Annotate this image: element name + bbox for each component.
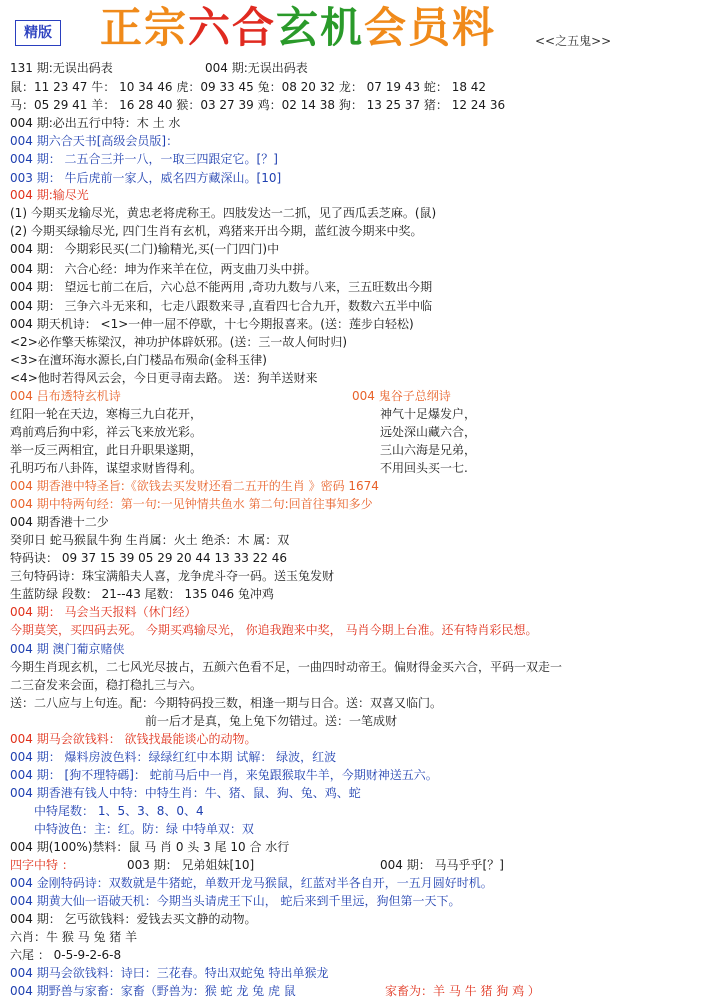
text-line: 中特波色：主：红。防：绿 中特单双：双 [34,822,254,836]
title-segment: 玄机 [276,3,365,52]
text-line: 004 期 澳门葡京赌侠 [10,642,125,656]
text-line: 004 期： 今期彩民买(二门)输精光,买(一门四门)中 [10,242,280,256]
text-line: 004 期:输尽光 [10,188,89,202]
text-line: 鼠：11 23 47 牛： 10 34 46 虎：09 33 45 兔：08 20 32 龙： 07 19 43 蛇： 18 42 [10,80,487,94]
text-line: 家畜为：羊 马 牛 猪 狗 鸡 ） [385,984,540,998]
text-line: 003 期： 兄弟姐妹[10] [127,858,255,872]
text-line: <2>必作擎天栋梁汉，神功护体辟妖邪。(送：三一故人何时归) [10,335,348,349]
text-line: 004 期六合天书[高级会员版]： [10,134,179,148]
text-line: 孔明巧布八卦阵，谋望求财皆得利。 [10,461,203,475]
text-line: 004 期:无误出码表 [205,61,308,75]
text-line: 004 期天机诗： <1>一伸一屈不停歇，十七今期报喜来。(送：莲步白轻松) [10,317,414,331]
text-line: 004 期： 乞丐欲钱料：爱钱去买文静的动物。 [10,912,257,926]
text-line: 004 吕布透特玄机诗 [10,389,121,403]
text-line: 六肖：牛 猴 马 兔 猪 羊 [10,930,138,944]
title-segment: 六合 [188,3,277,52]
text-line: 004 期中特两句经：第一句:一见钟情共鱼水 第二句:回首往事知多少 [10,497,373,511]
text-line: 四字中特 ： [10,858,74,872]
text-line: 二三奋发来会面，稳打稳扎三与六。 [10,678,203,692]
text-line: 004 期黄大仙一语破天机：今期当头请虎王下山， 蛇后来到千里远，狗但第一天下。 [10,894,461,908]
text-line: 131 期:无误出码表 [10,61,113,75]
text-line: 004 期： 三争六斗无来和，七走八跟数来寻 ,直看四七合九开，数数六五半中临 [10,299,433,313]
text-line: 004 期马会欲钱料：诗曰：三花春。特出双蛇兔 特出单猴龙 [10,966,329,980]
text-line: 鸡前鸡后狗中彩，祥云飞来放光彩。 [10,425,203,439]
text-line: 004 期香港十二少 [10,515,109,529]
title-segment: 正宗 [100,3,189,52]
text-line: 004 期： 二五合三并一八，一取三四跟定它。[？] [10,152,278,166]
text-line: 004 期： 马马乎乎[？] [380,858,504,872]
text-line: 004 期： 马会当天报料（休门经） [10,605,197,619]
text-line: 004 期野兽与家畜：家畜（野兽为：猴 蛇 龙 兔 虎 鼠 [10,984,296,998]
text-line: (1) 今期买龙输尽光，黄忠老将虎称王。四肢发达一二抓，见了西瓜丢芝麻。(鼠) [10,206,437,220]
text-line: 不用回头买一七. [380,461,468,475]
text-line: 特码诀： 09 37 15 39 05 29 20 44 13 33 22 46 [10,551,288,565]
text-line: 004 期： 爆料房波色料：绿绿红红中本期 试解： 绿波，红波 [10,750,337,764]
text-line: 004 金刚特码诗：双数就是牛猪蛇，单数开龙马猴鼠，红蓝对半各自开，一五月圆好时机。 [10,876,493,890]
text-line: 004 期:必出五行中特：木 土 水 [10,116,181,130]
text-line: 004 期香港有钱人中特：中特生肖：牛、猪、鼠、狗、兔、鸡、蛇 [10,786,361,800]
text-line: 004 期香港中特圣旨:《欲钱去买发财还看二五开的生肖 》密码 1674 [10,479,379,493]
text-line: 举一反三两相宜，此日升职果遂期， [10,443,203,457]
text-line: (2) 今期买绿输尽光, 四门生肖有玄机，鸡猪来开出今期，蓝红波今期来中奖。 [10,224,423,238]
text-line: 前一后才是真，兔上兔下勿错过。送：一笔成财 [145,714,398,728]
text-line: 马：05 29 41 羊： 16 28 40 猴：03 27 39 鸡：02 14 38 狗： 13 25 37 猪： 12 24 36 [10,98,506,112]
text-line: 004 期(100%)禁料：鼠 马 肖 0 头 3 尾 10 合 水行 [10,840,290,854]
text-line: 004 期： [狗不理特碼]： 蛇前马后中一肖，来兔跟猴取牛羊，今期财神送五六。 [10,768,438,782]
text-line: 003 期： 牛后虎前一家人，威名四方藏深山。[10] [10,171,282,185]
text-line: 三句特码诗：珠宝满船夫人喜，龙争虎斗夺一码。送玉兔发财 [10,569,335,583]
text-line: 004 鬼谷子总纲诗 [352,389,451,403]
text-line: 004 期马会欲钱料： 欲钱找最能谈心的动物。 [10,732,257,746]
title-segment: 会员料 [364,3,497,52]
text-line: 六尾 ： 0-5-9-2-6-8 [10,948,122,962]
text-line: 今期莫笑，买四码去死。 今期买鸡输尽光， 你追我跑来中奖， 马肖今期上台准。还有特肖彩民想。 [10,623,538,637]
text-line: 三山六海是兄弟， [380,443,477,457]
text-line: 红阳一轮在天边，寒梅三九白花开， [10,407,203,421]
text-line: 今期生肖现玄机，二七风光尽披占，五颜六色看不足，一曲四时动帝王。偏财得金买六合，平码一双走一 [10,660,563,674]
text-line: <4>他时若得风云会，今日更寻南去路。 送：狗羊送财来 [10,371,318,385]
text-line: 远处深山藏六合， [380,425,477,439]
page-title [100,2,496,54]
text-line: 中特尾数： 1、5、3、8、0、4 [34,804,204,818]
text-line: 004 期： 望远七前二在后，六心总不能两用 ,奇功九数与八来，三五旺数出今期 [10,280,433,294]
text-line: 癸卯日 蛇马猴鼠牛狗 生肖属：火土 绝杀：木 属：双 [10,533,290,547]
text-line: 生蓝防绿 段数： 21--43 尾数： 135 046 兔冲鸡 [10,587,274,601]
title-suffix: <<之五鬼>> [535,34,612,48]
text-line: 神气十足爆发户， [380,407,477,421]
text-line: 送：二八应与上句连。配：今期特码投三数，相逢一期与日合。送：双喜又临门。 [10,696,443,710]
edition-badge: 精版 [15,20,61,46]
text-line: 004 期： 六合心经：坤为作来羊在位，两支曲刀头中拼。 [10,262,317,276]
text-line: <3>在澶环海水源长,白门楼品布殒命(金科玉律) [10,353,267,367]
